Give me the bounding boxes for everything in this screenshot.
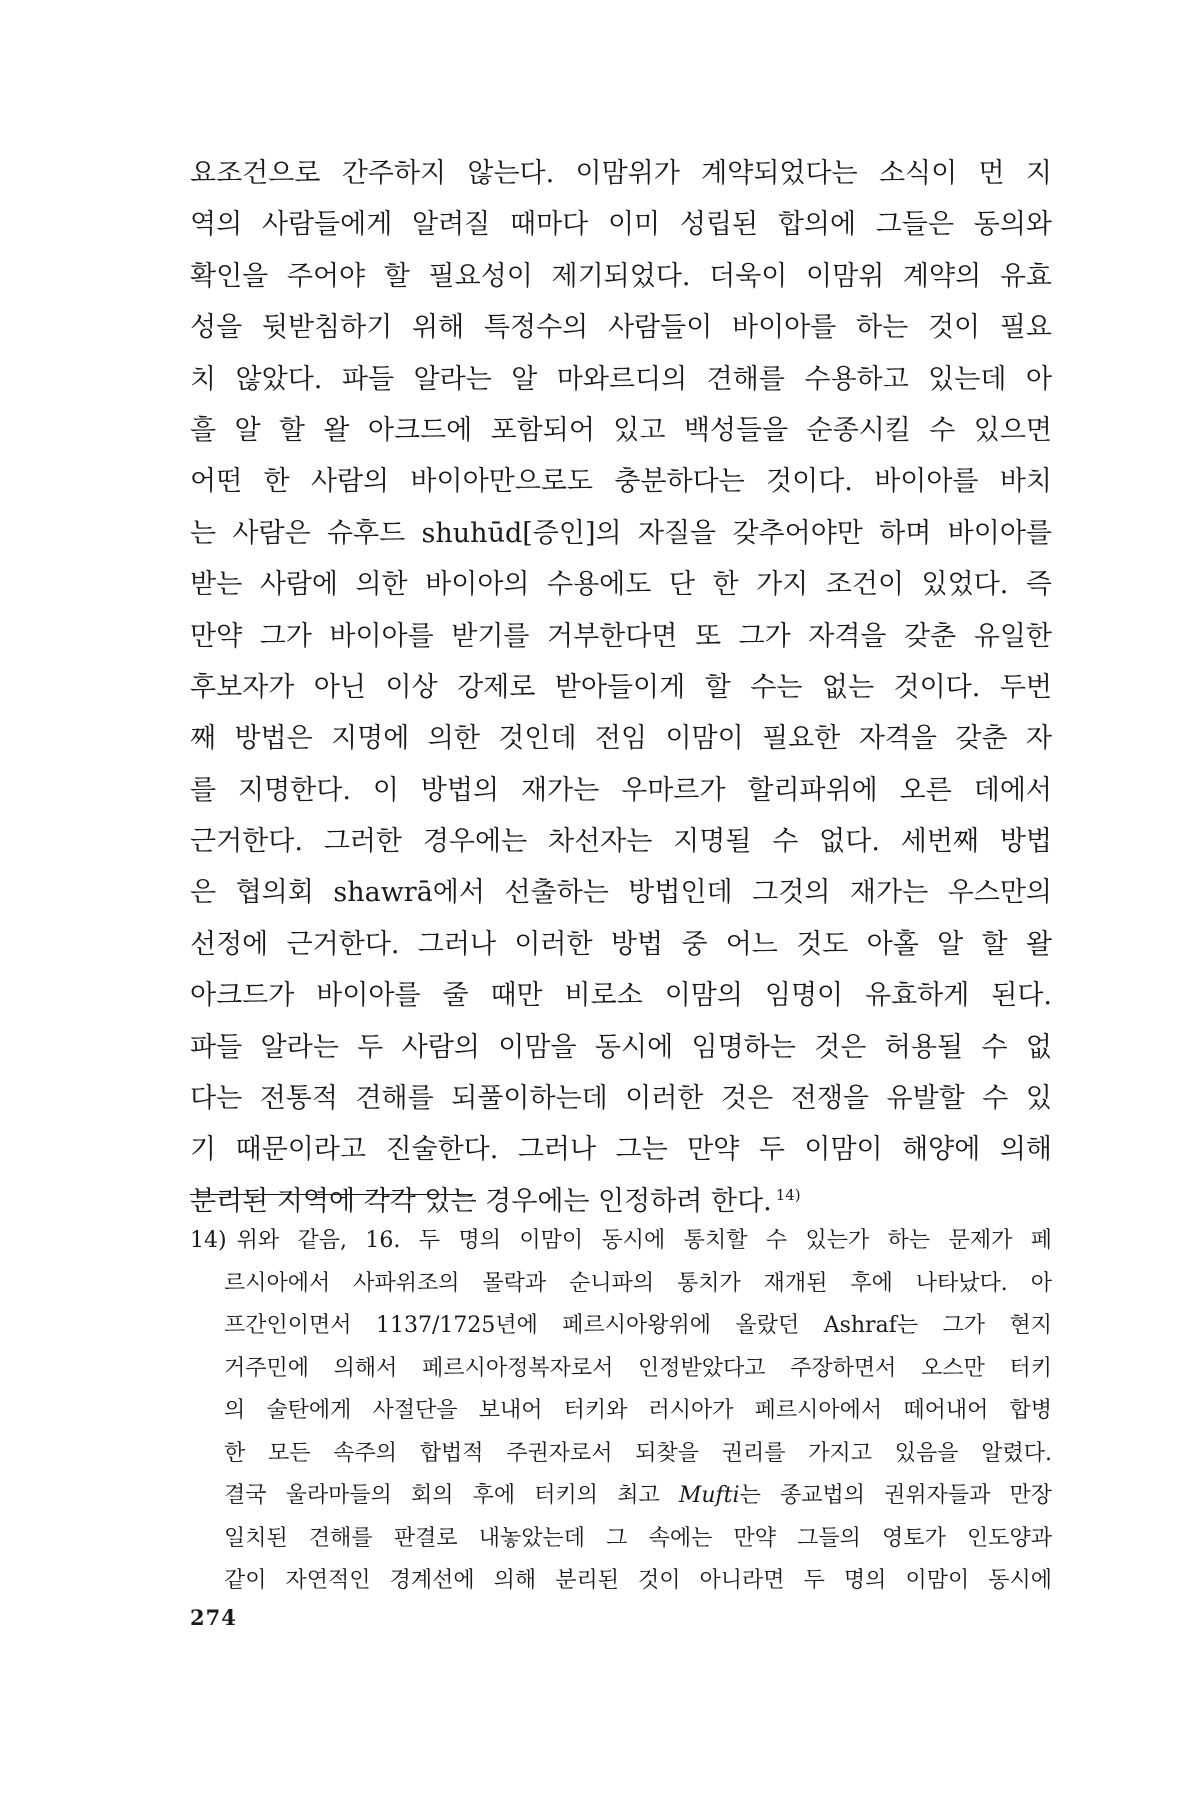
- body-line: 기 때문이라고 진술한다. 그러나 그는 만약 두 이맘이 해양에 의해: [190, 1134, 1052, 1166]
- footnote-reference[interactable]: 14): [775, 1185, 801, 1204]
- footnote-line: 거주민에 의해서 페르시아정복자로서 인정받았다고 주장하면서 오스만 터키: [224, 1355, 1052, 1381]
- body-line: 은 협의회 shawrā에서 선출하는 방법인데 그것의 재가는 우스만의: [190, 877, 1052, 909]
- body-line: 는 사람은 슈후드 shuhūd[증인]의 자질을 갖추어야만 하며 바이아를: [190, 517, 1052, 549]
- body-line: 째 방법은 지명에 의한 것인데 전임 이맘이 필요한 자격을 갖춘 자: [190, 723, 1052, 755]
- body-line: 어떤 한 사람의 바이아만으로도 충분하다는 것이다. 바이아를 바치: [190, 466, 1052, 498]
- footnote-line: 같이 자연적인 경계선에 의해 분리된 것이 아니라면 두 명의 이맘이 동시에: [224, 1568, 1052, 1593]
- footnote-line-text: 위와 같음, 16. 두 명의 이맘이 동시에 통치할 수 있는가 하는 문제가 페: [236, 1228, 1052, 1253]
- footnote-line-part: 결국 울라마들의 회의 후에 터키의 최고: [224, 1483, 679, 1508]
- body-line: 다는 전통적 견해를 되풀이하는데 이러한 것은 전쟁을 유발할 수 있: [190, 1083, 1052, 1115]
- body-line: 선정에 근거한다. 그러나 이러한 방법 중 어느 것도 아홀 알 할 왈: [190, 928, 1052, 960]
- body-line: 치 않았다. 파들 알라는 알 마와르디의 견해를 수용하고 있는데 아: [190, 363, 1052, 395]
- body-line: 만약 그가 바이아를 받기를 거부한다면 또 그가 자격을 갖춘 유일한: [190, 620, 1052, 652]
- footnote-line: 르시아에서 사파위조의 몰락과 순니파의 통치가 재개된 후에 나타났다. 아: [224, 1270, 1052, 1296]
- footnote-divider: [190, 1194, 473, 1195]
- footnote-line: [190, 1220, 1052, 1263]
- body-line: 파들 알라는 두 사람의 이맘을 동시에 임명하는 것은 허용될 수 없: [190, 1031, 1052, 1063]
- body-line: 흘 알 할 왈 아크드에 포함되어 있고 백성들을 순종시킬 수 있으면: [190, 414, 1052, 446]
- footnote-line: [190, 1475, 1052, 1518]
- body-line: 역의 사람들에게 알려질 때마다 이미 성립된 합의에 그들은 동의와: [190, 209, 1052, 241]
- body-line-last-text: 분리된 지역에 각각 있는 경우에는 인정하려 한다.: [190, 1185, 772, 1217]
- footnote-line: 일치된 견해를 판결로 내놓았는데 그 속에는 만약 그들의 영토가 인도양과: [224, 1525, 1052, 1551]
- body-line: 성을 뒷받침하기 위해 특정수의 사람들이 바이아를 하는 것이 필요: [190, 312, 1052, 344]
- footnote: [190, 1220, 1052, 1603]
- body-text: [190, 148, 1052, 1227]
- body-line: 아크드가 바이아를 줄 때만 비로소 이맘의 임명이 유효하게 된다.: [190, 980, 1052, 1012]
- body-line: 확인을 주어야 할 필요성이 제기되었다. 더욱이 이맘위 계약의 유효: [190, 260, 1052, 292]
- body-line: 요조건으로 간주하지 않는다. 이맘위가 계약되었다는 소식이 먼 지: [190, 158, 1052, 189]
- body-line: 후보자가 아닌 이상 강제로 받아들이게 할 수는 없는 것이다. 두번: [190, 671, 1052, 703]
- page-number: 274: [190, 1605, 237, 1630]
- body-line: 를 지명한다. 이 방법의 재가는 우마르가 할리파위에 오른 데에서: [190, 774, 1052, 806]
- body-line: 근거한다. 그러한 경우에는 차선자는 지명될 수 없다. 세번째 방법: [190, 826, 1052, 858]
- footnote-line: 의 술탄에게 사절단을 보내어 터키와 러시아가 페르시아에서 떼어내어 합병: [224, 1398, 1052, 1423]
- footnote-italic-term: Mufti: [678, 1483, 740, 1508]
- footnote-number: 14): [190, 1228, 227, 1253]
- body-line: 받는 사람에 의한 바이아의 수용에도 단 한 가지 조건이 있었다. 즉: [190, 569, 1052, 601]
- footnote-line: 한 모든 속주의 합법적 주권자로서 되찾을 권리를 가지고 있음을 알렸다.: [224, 1440, 1052, 1466]
- footnote-line-part: 는 종교법의 권위자들과 만장: [739, 1483, 1052, 1508]
- footnote-line: 프간인이면서 1137/1725년에 페르시아왕위에 올랐던 Ashraf는 그가 현지: [224, 1313, 1052, 1338]
